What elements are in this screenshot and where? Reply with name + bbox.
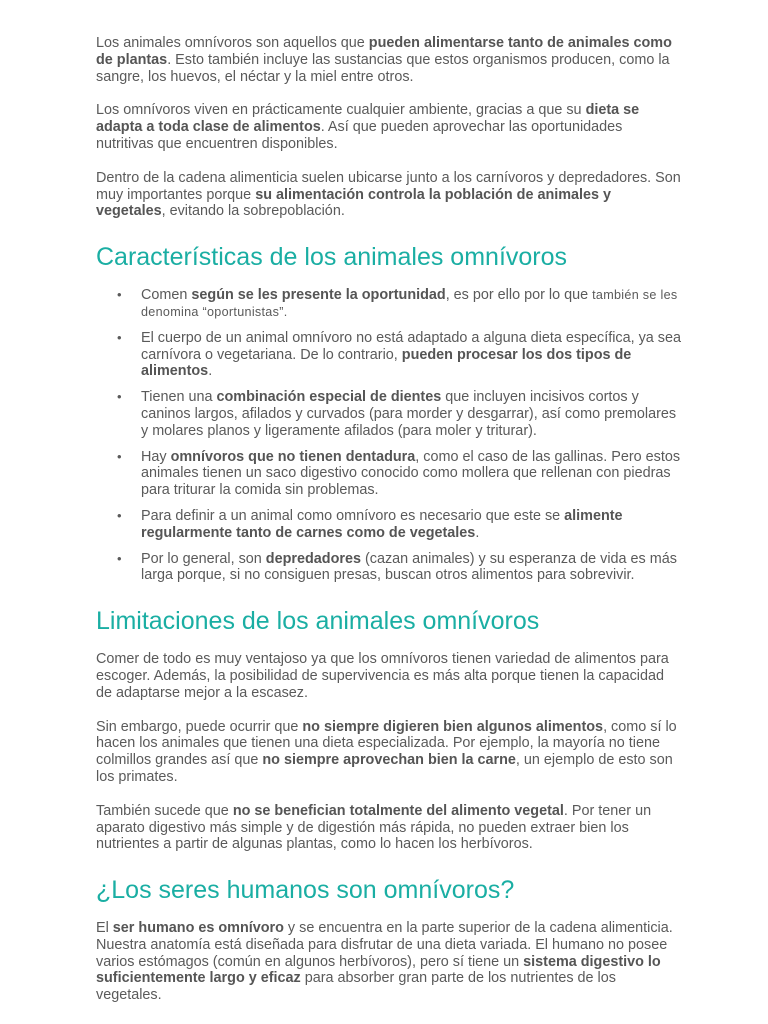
text-run: . — [208, 363, 213, 380]
text-run: (cazan animales) y su esperanza de vida es más larga porque, si no consiguen presas, buscan otros alimentos para sobrevivir. — [141, 550, 677, 584]
bold-phrase: no siempre digieren bien algunos alimentos — [302, 718, 604, 735]
text-run: , como el caso de las gallinas. Pero estos animales tienen un saco digestivo conocido como mollera que rellenan con piedras para triturar la comida sin problemas. — [141, 448, 681, 499]
list-item — [96, 389, 682, 439]
text-run: También sucede que — [96, 802, 233, 819]
bold-phrase: su alimentación controla la población de animales y vegetales — [96, 186, 612, 220]
text-run: Los omnívoros viven en prácticamente cualquier ambiente, gracias a que su — [96, 102, 586, 119]
text-run: . Esto también incluye las sustancias que estos organismos producen, como la sangre, los huevos, el néctar y la miel entre otros. — [96, 51, 670, 85]
bullet-icon: • — [117, 507, 122, 523]
bold-phrase: dieta se adapta a toda clase de alimentos — [96, 102, 640, 136]
list-item-text — [141, 389, 676, 439]
text-run: Hay — [141, 448, 171, 465]
bold-phrase: no se benefician totalmente del alimento vegetal — [232, 802, 564, 819]
limitations-paragraph — [96, 803, 682, 853]
text-run: Por lo general, son — [141, 550, 266, 567]
bullet-icon: • — [117, 389, 122, 405]
text-run: . Por tener un aparato digestivo más simple y de digestión más rápida, no pueden extraer bien los nutrientes a partir de algunas plantas, como lo hacen los herbívoros. — [96, 802, 652, 853]
list-item-text — [141, 551, 677, 584]
list-item — [96, 330, 682, 380]
list-item — [96, 508, 682, 542]
limitations-paragraph — [96, 651, 682, 701]
bullet-icon: • — [117, 448, 122, 464]
text-run: Los animales omnívoros son aquellos que — [96, 35, 369, 51]
bold-phrase: omnívoros que no tienen dentadura — [170, 448, 416, 465]
intro-paragraph — [96, 102, 682, 152]
text-run: Dentro de la cadena alimenticia suelen ubicarse junto a los carnívoros y depredadores. Son muy importantes porque — [96, 169, 681, 203]
text-run: que incluyen incisivos cortos y caninos largos, afilados y curvados (para morder y desgarrar), así como premolares y molares planos y ligeramente afilados (para moler y triturar). — [141, 389, 677, 439]
text-run: , un ejemplo de esto son los primates. — [96, 752, 673, 785]
list-item — [96, 287, 682, 321]
text-run: . — [475, 524, 480, 541]
bullet-icon: • — [117, 550, 122, 566]
list-item — [96, 551, 682, 585]
section-heading-limitations: Limitaciones de los animales omnívoros — [96, 607, 540, 636]
text-run: Comen — [141, 287, 192, 304]
bold-phrase: no siempre aprovechan bien la carne — [262, 752, 516, 769]
bold-phrase: según se les presente la oportunidad — [191, 287, 446, 304]
bold-phrase: combinación especial de dientes — [216, 389, 442, 406]
article-body — [96, 35, 682, 1004]
humans-paragraph — [96, 920, 682, 1004]
text-run: también se les denomina “oportunistas”. — [141, 288, 678, 319]
text-run: El — [96, 920, 113, 937]
text-run: y se encuentra en la parte superior de la cadena alimenticia. Nuestra anatomía está diseñada para disfrutar de una dieta variada. El humano no posee varios estómagos (común en algunos herbívoros), pero sí tiene un — [96, 920, 673, 970]
list-item — [96, 449, 682, 499]
bold-phrase: pueden alimentarse tanto de animales como de plantas — [96, 35, 672, 68]
text-run: El cuerpo de un animal omnívoro no está adaptado a alguna dieta específica, ya sea carnívora o vegetariana. De lo contrario, — [141, 329, 682, 363]
list-item-text — [141, 449, 680, 499]
text-run: Sin embargo, puede ocurrir que — [96, 718, 303, 735]
section-heading-humans: ¿Los seres humanos son omnívoros? — [96, 876, 515, 905]
bold-phrase: pueden procesar los dos tipos de alimentos — [141, 346, 632, 380]
bullet-icon: • — [117, 329, 122, 345]
bullet-icon: • — [117, 287, 122, 303]
intro-paragraph — [96, 35, 682, 85]
humans-section — [96, 920, 682, 1004]
limitations-section — [96, 651, 682, 853]
section-heading-characteristics: Características de los animales omnívoros — [96, 243, 568, 272]
limitations-paragraph — [96, 719, 682, 786]
intro-paragraph — [96, 170, 682, 220]
text-run: Comer de todo es muy ventajoso ya que los omnívoros tienen variedad de alimentos para escoger. Además, la posibilidad de supervivencia es más alta porque tienen la capacidad de adaptarse mejor a la escasez. — [96, 651, 669, 701]
bold-phrase: depredadores — [265, 550, 361, 567]
list-item-text — [141, 287, 678, 320]
text-run: Tienen una — [141, 389, 217, 406]
list-item-text — [141, 508, 623, 541]
bold-phrase: ser humano es omnívoro — [112, 920, 284, 937]
text-run: . Así que pueden aprovechar las oportunidades nutritivas que encuentren disponibles. — [96, 119, 623, 152]
text-run: , como sí lo hacen los animales que tienen una dieta especializada. Por ejemplo, la mayoría no tiene colmillos grandes así que — [96, 718, 677, 769]
intro-section — [96, 35, 682, 220]
bold-phrase: alimente regularmente tanto de carnes como de vegetales — [141, 507, 623, 541]
text-run: Para definir a un animal como omnívoro es necesario que este se — [141, 507, 565, 524]
list-item-text — [141, 330, 681, 380]
characteristics-list — [96, 287, 682, 584]
bold-phrase: sistema digestivo lo suficientemente largo y eficaz — [96, 953, 661, 987]
text-run: , es por ello por lo que — [445, 287, 593, 304]
text-run: , evitando la sobrepoblación. — [161, 203, 345, 220]
text-run: para absorber gran parte de los nutrientes de los vegetales. — [96, 970, 616, 1004]
